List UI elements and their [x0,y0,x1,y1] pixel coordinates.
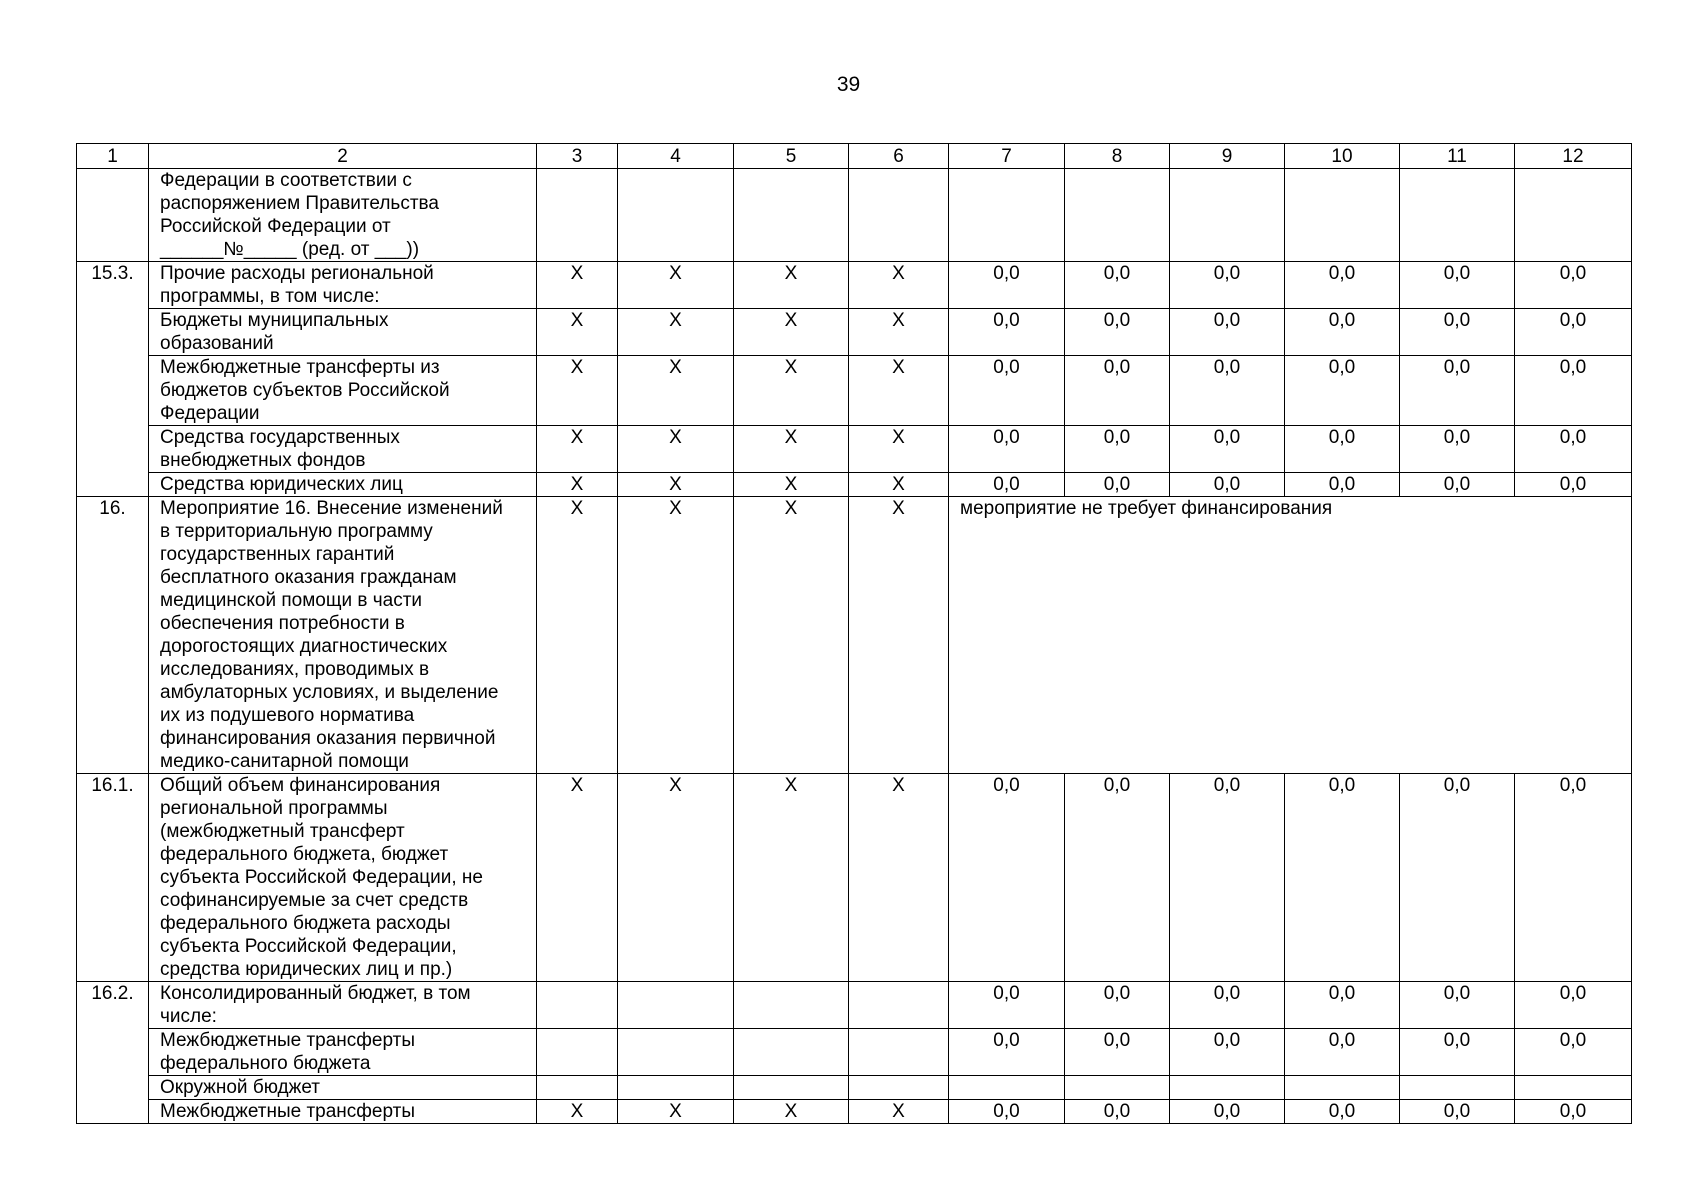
value-cell: X [537,262,618,309]
value-cell: 0,0 [1400,1100,1515,1124]
value-cell: 0,0 [1065,356,1170,426]
value-cell [849,1029,949,1076]
value-cell: 0,0 [1170,774,1285,982]
value-cell: 0,0 [1285,473,1400,497]
value-cell: 0,0 [1285,426,1400,473]
value-cell: X [849,774,949,982]
column-header: 1 [77,144,149,169]
row-number: 16.2. [77,982,149,1124]
description-line: субъекта Российской Федерации, не [160,867,483,888]
value-cell [1285,1076,1400,1100]
row-description [149,1029,537,1076]
value-cell: 0,0 [1515,982,1632,1029]
description-line: программы, в том числе: [160,286,380,307]
column-header: 4 [618,144,734,169]
description-line: обеспечения потребности в [160,613,405,634]
value-cell [618,1029,734,1076]
value-cell [849,982,949,1029]
description-line: Прочие расходы региональной [160,263,434,284]
value-cell [1065,169,1170,262]
value-cell [1065,1076,1170,1100]
value-cell: X [537,356,618,426]
value-cell: 0,0 [1065,473,1170,497]
value-cell: 0,0 [1515,356,1632,426]
row-description [149,1100,537,1124]
value-cell: 0,0 [1400,473,1515,497]
description-line: Межбюджетные трансферты [160,1030,415,1051]
table-row [77,982,1632,1029]
description-line: финансирования оказания первичной [160,728,496,749]
value-cell: 0,0 [1515,1100,1632,1124]
value-cell: 0,0 [1285,982,1400,1029]
value-cell: X [849,1100,949,1124]
row-description [149,262,537,309]
value-cell: 0,0 [1285,774,1400,982]
column-header: 3 [537,144,618,169]
column-header: 12 [1515,144,1632,169]
description-line: государственных гарантий [160,544,395,565]
description-line: Межбюджетные трансферты из [160,357,440,378]
financing-note: мероприятие не требует финансирования [949,497,1632,774]
value-cell: X [734,356,849,426]
row-description [149,774,537,982]
value-cell: 0,0 [1515,473,1632,497]
row-description [149,982,537,1029]
table-row [77,1100,1632,1124]
value-cell: 0,0 [1065,426,1170,473]
value-cell [949,1076,1065,1100]
value-cell: 0,0 [1400,356,1515,426]
value-cell: 0,0 [949,309,1065,356]
value-cell: 0,0 [1065,982,1170,1029]
description-line: внебюджетных фондов [160,450,366,471]
description-line: бесплатного оказания гражданам [160,567,457,588]
header-row [77,144,1632,169]
value-cell: 0,0 [1515,1029,1632,1076]
value-cell: 0,0 [949,774,1065,982]
value-cell: 0,0 [1400,426,1515,473]
value-cell [537,1076,618,1100]
value-cell [537,169,618,262]
table-body [77,144,1632,1124]
value-cell: 0,0 [949,1100,1065,1124]
value-cell [734,1029,849,1076]
description-line: Средства государственных [160,427,400,448]
value-cell: 0,0 [1065,774,1170,982]
row-description [149,356,537,426]
value-cell [618,982,734,1029]
value-cell [618,1076,734,1100]
description-line: ______№_____ (ред. от ___)) [160,239,420,260]
value-cell: 0,0 [949,426,1065,473]
row-number [77,169,149,262]
value-cell: X [618,774,734,982]
description-line: дорогостоящих диагностических [160,636,448,657]
value-cell: 0,0 [1170,356,1285,426]
value-cell: 0,0 [1170,309,1285,356]
value-cell: 0,0 [949,262,1065,309]
value-cell [849,169,949,262]
value-cell: 0,0 [1065,1029,1170,1076]
description-line: распоряжением Правительства [160,193,439,214]
value-cell: X [849,473,949,497]
value-cell: X [618,497,734,774]
row-description [149,426,537,473]
value-cell: 0,0 [949,1029,1065,1076]
description-line: Федерации [160,403,260,424]
value-cell: 0,0 [1170,1029,1285,1076]
row-description [149,1076,537,1100]
value-cell: X [734,262,849,309]
description-line: Консолидированный бюджет, в том [160,983,471,1004]
table-row [77,356,1632,426]
value-cell [734,982,849,1029]
value-cell: 0,0 [1515,774,1632,982]
value-cell: X [849,262,949,309]
column-header: 11 [1400,144,1515,169]
value-cell: 0,0 [1515,309,1632,356]
table-row [77,1076,1632,1100]
value-cell [1400,1076,1515,1100]
description-line: в территориальную программу [160,521,433,542]
description-line: Общий объем финансирования [160,775,441,796]
description-line: региональной программы [160,798,388,819]
value-cell [734,169,849,262]
description-line: Окружной бюджет [160,1077,320,1098]
table-row [77,774,1632,982]
value-cell: 0,0 [1170,1100,1285,1124]
description-line: субъекта Российской Федерации, [160,936,457,957]
table-row [77,262,1632,309]
column-header: 10 [1285,144,1400,169]
value-cell: 0,0 [949,356,1065,426]
value-cell [1170,169,1285,262]
value-cell: 0,0 [1170,262,1285,309]
row-description [149,309,537,356]
value-cell [1170,1076,1285,1100]
value-cell: 0,0 [1285,356,1400,426]
value-cell: X [537,473,618,497]
value-cell: X [537,497,618,774]
table-row [77,169,1632,262]
value-cell: X [849,426,949,473]
value-cell: 0,0 [1400,1029,1515,1076]
value-cell [1515,169,1632,262]
value-cell: 0,0 [1285,262,1400,309]
value-cell [537,1029,618,1076]
page-number: 39 [836,73,861,96]
column-header: 2 [149,144,537,169]
description-line: исследованиях, проводимых в [160,659,430,680]
value-cell: X [537,774,618,982]
value-cell: X [734,774,849,982]
value-cell: X [734,1100,849,1124]
description-line: числе: [160,1006,217,1027]
value-cell: X [734,309,849,356]
value-cell: 0,0 [1285,1100,1400,1124]
value-cell: 0,0 [1170,473,1285,497]
value-cell: X [734,497,849,774]
value-cell: X [618,426,734,473]
row-description [149,497,537,774]
description-line: их из подушевого норматива [160,705,415,726]
value-cell [1400,169,1515,262]
budget-table [76,143,1632,1124]
row-description [149,169,537,262]
value-cell: 0,0 [949,473,1065,497]
description-line: образований [160,333,274,354]
description-line: медицинской помощи в части [160,590,423,611]
value-cell: 0,0 [1065,309,1170,356]
table-row [77,309,1632,356]
value-cell: 0,0 [1285,1029,1400,1076]
value-cell: X [537,1100,618,1124]
value-cell: 0,0 [1515,262,1632,309]
value-cell [618,169,734,262]
value-cell: 0,0 [1400,262,1515,309]
description-line: федерального бюджета, бюджет [160,844,449,865]
description-line: Мероприятие 16. Внесение изменений [160,498,503,519]
value-cell: X [618,1100,734,1124]
value-cell: X [618,473,734,497]
table-row [77,497,1632,774]
value-cell [1285,169,1400,262]
description-line: федерального бюджета расходы [160,913,451,934]
value-cell: 0,0 [1400,774,1515,982]
value-cell: 0,0 [1400,982,1515,1029]
value-cell: X [849,309,949,356]
row-number: 16. [77,497,149,774]
description-line: софинансируемые за счет средств [160,890,469,911]
value-cell [1515,1076,1632,1100]
value-cell: 0,0 [1285,309,1400,356]
value-cell [734,1076,849,1100]
value-cell: 0,0 [1065,1100,1170,1124]
value-cell: X [618,356,734,426]
value-cell: X [849,497,949,774]
value-cell: X [618,309,734,356]
value-cell: X [537,426,618,473]
value-cell: 0,0 [1170,982,1285,1029]
value-cell: X [734,473,849,497]
value-cell [849,1076,949,1100]
value-cell: 0,0 [1400,309,1515,356]
column-header: 9 [1170,144,1285,169]
value-cell: X [537,309,618,356]
table-row [77,426,1632,473]
description-line: бюджетов субъектов Российской [160,380,450,401]
column-header: 8 [1065,144,1170,169]
description-line: федерального бюджета [160,1053,371,1074]
description-line: Бюджеты муниципальных [160,310,389,331]
table-row [77,473,1632,497]
column-header: 5 [734,144,849,169]
value-cell: X [618,262,734,309]
column-header: 6 [849,144,949,169]
value-cell: 0,0 [949,982,1065,1029]
description-line: медико-санитарной помощи [160,751,409,772]
description-line: Российской Федерации от [160,216,391,237]
row-description [149,473,537,497]
row-number: 16.1. [77,774,149,982]
table-row [77,1029,1632,1076]
column-header: 7 [949,144,1065,169]
description-line: средства юридических лиц и пр.) [160,959,453,980]
value-cell: 0,0 [1515,426,1632,473]
description-line: (межбюджетный трансферт [160,821,405,842]
value-cell [537,982,618,1029]
value-cell: 0,0 [1170,426,1285,473]
description-line: амбулаторных условиях, и выделение [160,682,499,703]
value-cell [949,169,1065,262]
value-cell: 0,0 [1065,262,1170,309]
row-number: 15.3. [77,262,149,497]
value-cell: X [734,426,849,473]
description-line: Межбюджетные трансферты [160,1101,415,1122]
description-line: Федерации в соответствии с [160,170,412,191]
value-cell: X [849,356,949,426]
description-line: Средства юридических лиц [160,474,403,495]
